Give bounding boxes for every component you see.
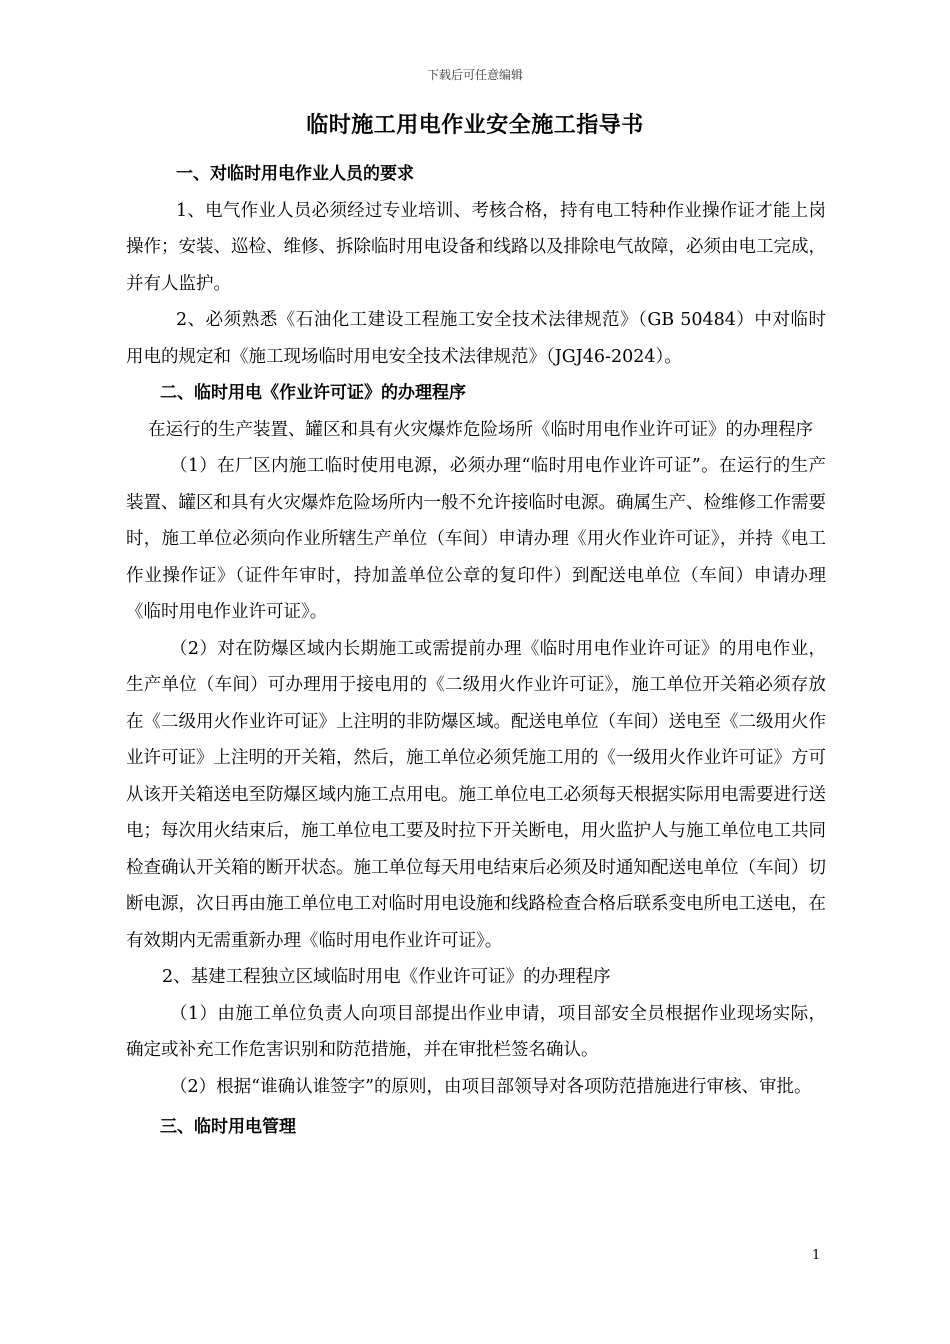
section-heading-2: 二、临时用电《作业许可证》的办理程序	[160, 383, 466, 403]
document-body	[126, 156, 826, 1146]
section-heading-3: 三、临时用电管理	[160, 1117, 296, 1137]
paragraph-requirement-1: 1、电气作业人员必须经过专业培训、考核合格，持有电工特种作业操作证才能上岗操作；安装、巡检、维修、拆除临时用电设备和线路以及排除电气故障，必须由电工完成，并有人监护。	[126, 200, 826, 294]
page-number: 1	[812, 1248, 821, 1263]
paragraph-sub2-item-2: （2）根据“谁确认谁签字”的原则，由项目部领导对各项防范措施进行审核、审批。	[170, 1076, 812, 1097]
subsection-heading-2: 2、基建工程独立区域临时用电《作业许可证》的办理程序	[162, 967, 611, 987]
header-note: 下载后可任意编辑	[426, 68, 523, 82]
paragraph-permit-item-1: （1）在厂区内施工临时使用电源，必须办理“临时用电作业许可证”。在运行的生产装置、罐区和具有火灾爆炸危险场所内一般不允许接临时电源。确属生产、检维修工作需要时，施工单位必须向作业所辖生产单位（车间）申请办理《用火作业许可证》，并持《电工作业操作证》（证件年审时，持加盖单位公章的复印件）到配送电单位（车间）申请办理《临时用电作业许可证》。	[126, 456, 826, 622]
paragraph-permit-intro: 在运行的生产装置、罐区和具有火灾爆炸危险场所《临时用电作业许可证》的办理程序	[148, 419, 813, 440]
paragraph-sub2-item-1: （1）由施工单位负责人向项目部提出作业申请，项目部安全员根据作业现场实际，确定或补充工作危害识别和防范措施，并在审批栏签名确认。	[126, 1003, 826, 1060]
paragraph-requirement-2: 2、必须熟悉《石油化工建设工程施工安全技术法律规范》（GB 50484）中对临时用电的规定和《施工现场临时用电安全技术法律规范》（JGJ46-2024）。	[126, 310, 826, 367]
paragraph-permit-item-2: （2）对在防爆区域内长期施工或需提前办理《临时用电作业许可证》的用电作业，生产单位（车间）可办理用于接电用的《二级用火作业许可证》，施工单位开关箱必须存放在《二级用火作业许可证》上注明的非防爆区域。配送电单位（车间）送电至《二级用火作业许可证》上注明的开关箱，然后，施工单位必须凭施工用的《一级用火作业许可证》方可从该开关箱送电至防爆区域内施工点用电。施工单位电工必须每天根据实际用电需要进行送电；每次用火结束后，施工单位电工要及时拉下开关断电，用火监护人与施工单位电工共同检查确认开关箱的断开状态。施工单位每天用电结束后必须及时通知配送电单位（车间）切断电源，次日再由施工单位电工对临时用电设施和线路检查合格后联系变电所电工送电，在有效期内无需重新办理《临时用电作业许可证》。	[126, 638, 826, 951]
document-title: 临时施工用电作业安全施工指导书	[306, 113, 644, 138]
section-heading-1: 一、对临时用电作业人员的要求	[176, 164, 414, 184]
